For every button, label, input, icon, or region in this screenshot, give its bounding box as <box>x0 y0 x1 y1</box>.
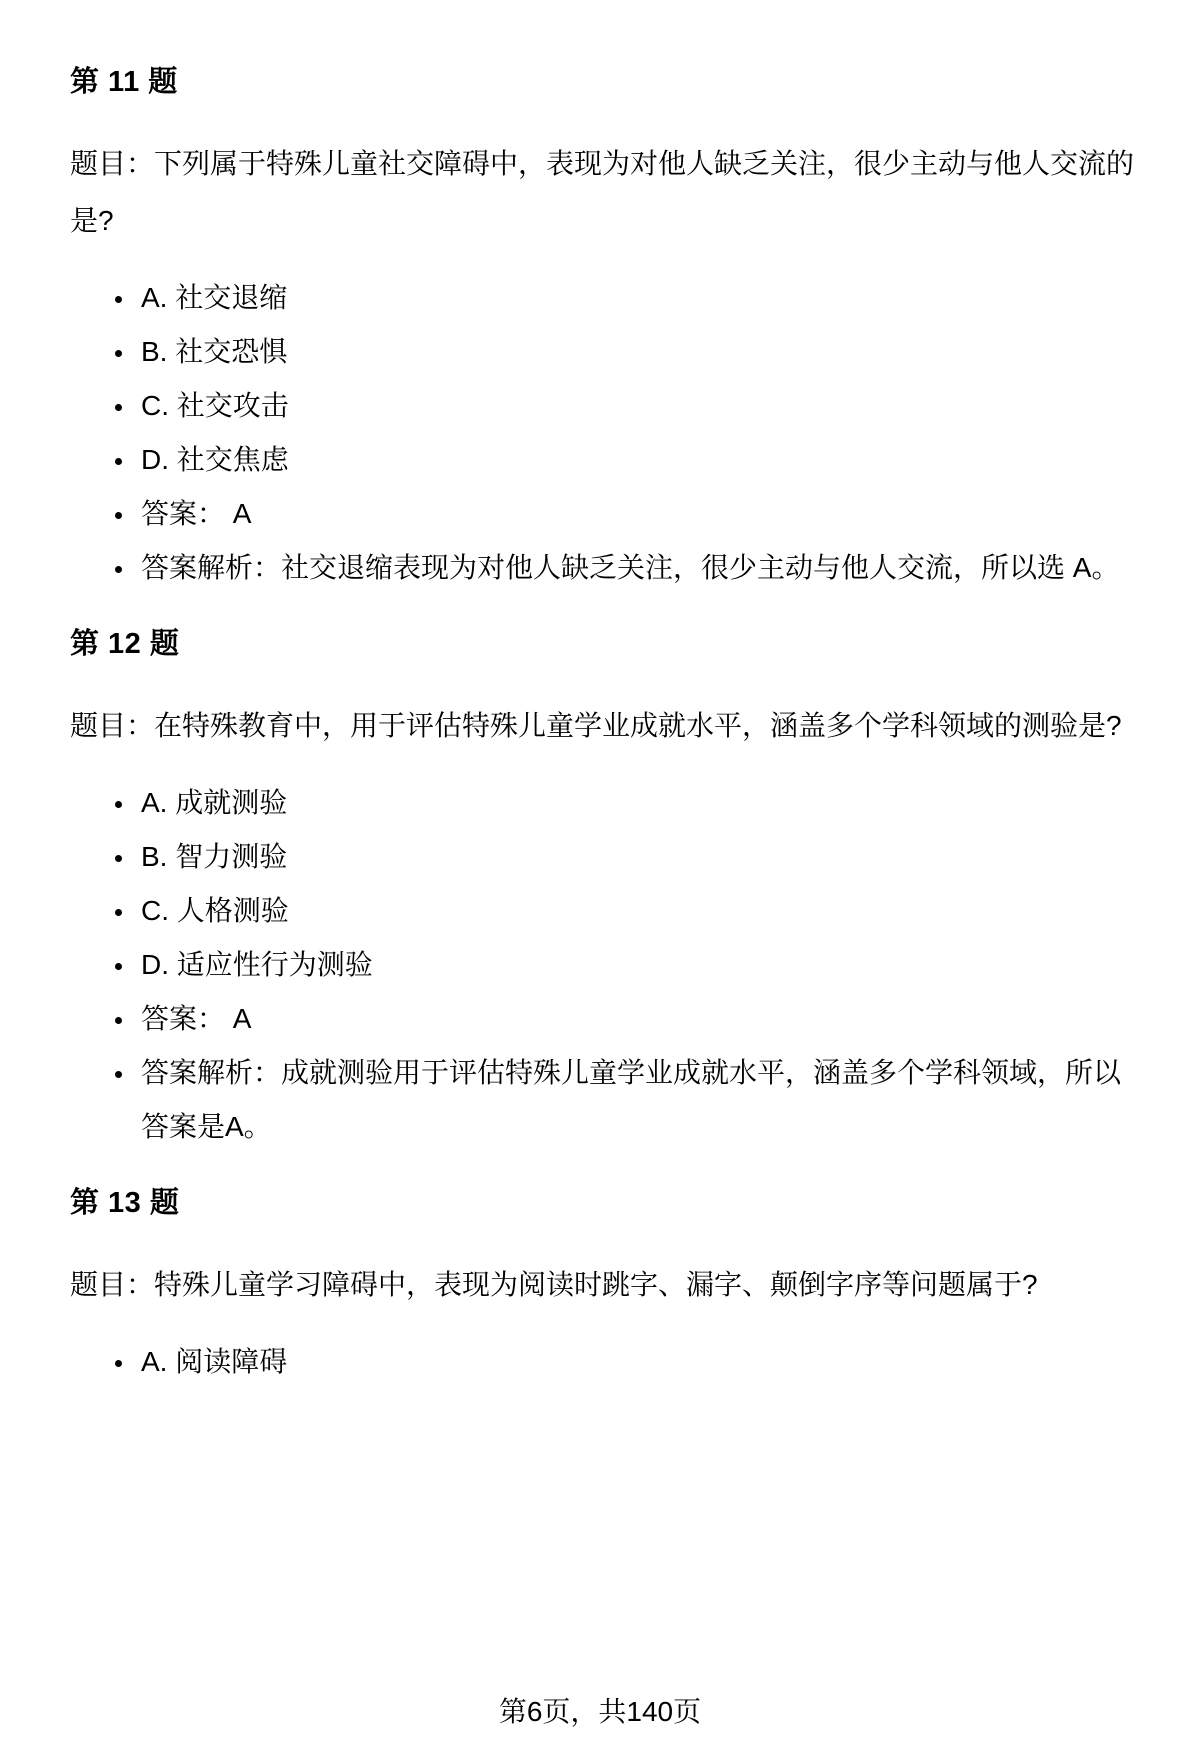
question-11-option-c: • C. 社交攻击 <box>136 379 1142 433</box>
question-13-option-a: • A. 阅读障碍 <box>136 1335 1142 1389</box>
question-13-heading: 第 13 题 <box>70 1187 180 1219</box>
question-12-option-a: • A. 成就测验 <box>136 776 1142 830</box>
question-11-heading: 第 11 题 <box>70 66 178 98</box>
question-12-options <box>70 776 1142 1154</box>
question-11-answer: • 答案： A <box>136 487 1142 541</box>
question-12-explanation: • 答案解析：成就测验用于评估特殊儿童学业成就水平，涵盖多个学科领域，所以答案是A。 <box>136 1046 1142 1154</box>
question-11-options <box>70 271 1142 595</box>
question-13-options <box>70 1335 1142 1389</box>
question-12-heading: 第 12 题 <box>70 628 180 660</box>
question-block-13 <box>70 1175 1142 1389</box>
question-12-option-b: • B. 智力测验 <box>136 830 1142 884</box>
question-block-11 <box>70 54 1142 595</box>
question-11-text: 题目：下列属于特殊儿童社交障碍中，表现为对他人缺乏关注，很少主动与他人交流的是? <box>70 148 1135 236</box>
question-12-answer: • 答案： A <box>136 992 1142 1046</box>
question-11-option-b: • B. 社交恐惧 <box>136 325 1142 379</box>
question-12-text: 题目：在特殊教育中，用于评估特殊儿童学业成就水平，涵盖多个学科领域的测验是? <box>70 710 1122 741</box>
page-number: 第6页，共140页 <box>498 1696 702 1727</box>
question-12-option-c: • C. 人格测验 <box>136 884 1142 938</box>
question-12-option-d: • D. 适应性行为测验 <box>136 938 1142 992</box>
question-13-text: 题目：特殊儿童学习障碍中，表现为阅读时跳字、漏字、颠倒字序等问题属于? <box>70 1269 1038 1300</box>
question-block-12 <box>70 616 1142 1154</box>
question-11-explanation: • 答案解析：社交退缩表现为对他人缺乏关注，很少主动与他人交流，所以选 A。 <box>136 541 1142 595</box>
question-11-option-d: • D. 社交焦虑 <box>136 433 1142 487</box>
question-11-option-a: • A. 社交退缩 <box>136 271 1142 325</box>
